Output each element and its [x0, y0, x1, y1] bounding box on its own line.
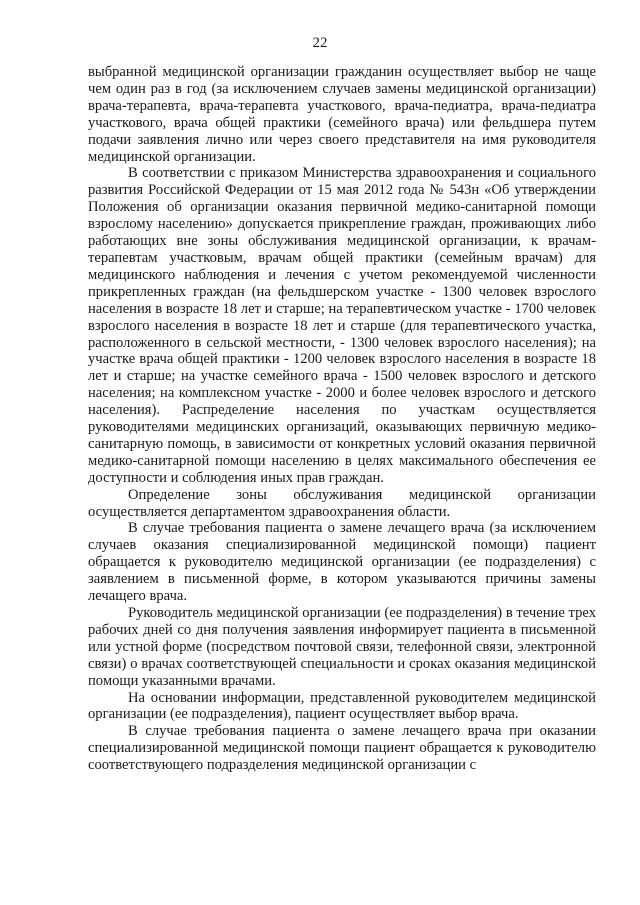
paragraph-patient-chooses-doctor: На основании информации, представленной руководителем медицинской организации (ее подразделения), пациент осуществляет выбор врача. [88, 689, 596, 723]
page-number: 22 [312, 35, 328, 51]
paragraph-continuation: выбранной медицинской организации гражданин осуществляет выбор не чаще чем один раз в год (за исключением случаев замены медицинской организации) врача-терапевта, врача-терапевта участкового, врача-педиатра, врача-педиатра участкового, врача общей практики (семейного врача) или фельдшера путем подачи заявления лично или через своего представителя на имя руководителя медицинской организации. [88, 64, 596, 165]
paragraph-order-543n: В соответствии с приказом Министерства здравоохранения и социального развития Российской Федерации от 15 мая 2012 года № 543н «Об утверждении Положения об организации оказания первичной медико-санитарной помощи взрослому населению» допускается прикрепление граждан, проживающих либо работающих вне зоны обслуживания медицинской организации, к врачам-терапевтам участковым, врачам общей практики (семейным врачам) для медицинского наблюдения и лечения с учетом рекомендуемой численности прикрепленных граждан (на фельдшерском участке - 1300 человек взрослого населения в возрасте 18 лет и старше; на терапевтическом участке - 1700 человек взрослого населения в возрасте 18 лет и старше (для терапевтического участка, расположенного в сельской местности, - 1300 человек взрослого населения); на участке врача общей практики - 1200 человек взрослого населения в возрасте 18 лет и старше; на участке семейного врача - 1500 человек взрослого и детского населения; на комплексном участке - 2000 и более человек взрослого и детского населения). Распределение населения по участкам осуществляется руководителями медицинских организаций, оказывающих первичную медико-санитарную помощь, в зависимости от конкретных условий оказания первичной медико-санитарной помощи населению в целях максимального обеспечения ее доступности и соблюдения иных прав граждан. [88, 165, 596, 486]
document-body [88, 64, 596, 774]
paragraph-service-zone: Определение зоны обслуживания медицинской организации осуществляется департаментом здравоохранения области. [88, 486, 596, 520]
paragraph-doctor-replacement-request: В случае требования пациента о замене лечащего врача (за исключением случаев оказания специализированной медицинской помощи) пациент обращается к руководителю медицинской организации (ее подразделения) с заявлением в письменной форме, в котором указываются причины замены лечащего врача. [88, 520, 596, 605]
paragraph-head-informs-patient: Руководитель медицинской организации (ее подразделения) в течение трех рабочих дней со дня получения заявления информирует пациента в письменной или устной форме (посредством почтовой связи, телефонной связи, электронной связи) о врачах соответствующей специальности и сроках оказания медицинской помощи указанными врачами. [88, 605, 596, 689]
paragraph-specialized-care-replacement: В случае требования пациента о замене лечащего врача при оказании специализированной медицинской помощи пациент обращается к руководителю соответствующего подразделения медицинской организации с [88, 723, 596, 774]
